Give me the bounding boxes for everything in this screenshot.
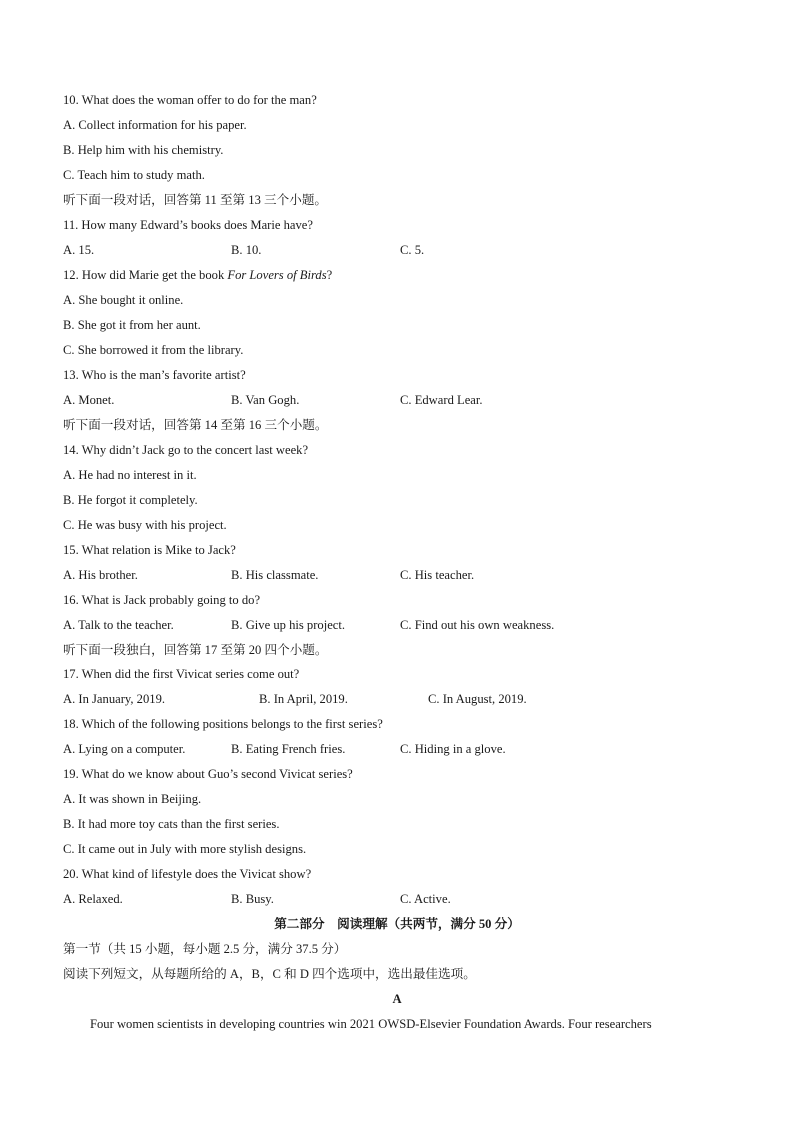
instruction-14-16: 听下面一段对话，回答第 14 至第 16 三个小题。 bbox=[63, 418, 328, 432]
q16-option-a: A. Talk to the teacher. bbox=[63, 618, 174, 632]
passage-first-line: Four women scientists in developing countries win 2021 OWSD-Elsevier Foundation Awards. Four researchers bbox=[90, 1017, 652, 1031]
section-2-heading: 第二部分 阅读理解（共两节，满分 50 分） bbox=[274, 917, 520, 931]
question-18: 18. Which of the following positions belongs to the first series? bbox=[63, 717, 383, 731]
question-14: 14. Why didn’t Jack go to the concert last week? bbox=[63, 443, 309, 457]
q20-option-c: C. Active. bbox=[400, 892, 451, 906]
q16-option-b: B. Give up his project. bbox=[231, 618, 346, 632]
q14-option-c: C. He was busy with his project. bbox=[63, 518, 227, 532]
question-11: 11. How many Edward’s books does Marie have? bbox=[63, 218, 313, 232]
question-10: 10. What does the woman offer to do for the man? bbox=[63, 93, 317, 107]
q10-option-a: A. Collect information for his paper. bbox=[63, 118, 247, 132]
q15-option-a: A. His brother. bbox=[63, 568, 138, 582]
q12-option-b: B. She got it from her aunt. bbox=[63, 318, 201, 332]
q12-option-c: C. She borrowed it from the library. bbox=[63, 343, 244, 357]
q12-book-title: For Lovers of Birds bbox=[227, 268, 327, 282]
q19-option-c: C. It came out in July with more stylish designs. bbox=[63, 842, 307, 856]
q17-option-b: B. In April, 2019. bbox=[259, 692, 348, 706]
q18-option-a: A. Lying on a computer. bbox=[63, 742, 186, 756]
question-15: 15. What relation is Mike to Jack? bbox=[63, 543, 236, 557]
q13-option-c: C. Edward Lear. bbox=[400, 393, 483, 407]
q20-option-a: A. Relaxed. bbox=[63, 892, 123, 906]
q11-option-c: C. 5. bbox=[400, 243, 425, 257]
q11-option-a: A. 15. bbox=[63, 243, 95, 257]
q11-option-b: B. 10. bbox=[231, 243, 262, 257]
question-13: 13. Who is the man’s favorite artist? bbox=[63, 368, 246, 382]
passage-label: A bbox=[392, 992, 402, 1006]
instruction-17-20: 听下面一段独白，回答第 17 至第 20 四个小题。 bbox=[63, 643, 328, 657]
question-17: 17. When did the first Vivicat series come out? bbox=[63, 667, 300, 681]
question-19: 19. What do we know about Guo’s second Vivicat series? bbox=[63, 767, 353, 781]
q16-option-c: C. Find out his own weakness. bbox=[400, 618, 555, 632]
q18-option-b: B. Eating French fries. bbox=[231, 742, 346, 756]
q10-option-c: C. Teach him to study math. bbox=[63, 168, 205, 182]
q19-option-a: A. It was shown in Beijing. bbox=[63, 792, 202, 806]
question-16: 16. What is Jack probably going to do? bbox=[63, 593, 261, 607]
q10-option-b: B. Help him with his chemistry. bbox=[63, 143, 224, 157]
q20-option-b: B. Busy. bbox=[231, 892, 274, 906]
q14-option-a: A. He had no interest in it. bbox=[63, 468, 197, 482]
q15-option-c: C. His teacher. bbox=[400, 568, 475, 582]
q12-option-a: A. She bought it online. bbox=[63, 293, 184, 307]
question-12 bbox=[63, 267, 332, 283]
question-20: 20. What kind of lifestyle does the Vivicat show? bbox=[63, 867, 312, 881]
q13-option-a: A. Monet. bbox=[63, 393, 115, 407]
q14-option-b: B. He forgot it completely. bbox=[63, 493, 198, 507]
q12-text-suffix: ? bbox=[326, 268, 333, 282]
q15-option-b: B. His classmate. bbox=[231, 568, 319, 582]
q17-option-c: C. In August, 2019. bbox=[428, 692, 527, 706]
section-2-directions: 阅读下列短文，从每题所给的 A，B，C 和 D 四个选项中，选出最佳选项。 bbox=[63, 967, 476, 981]
q18-option-c: C. Hiding in a glove. bbox=[400, 742, 506, 756]
q12-text-prefix: 12. How did Marie get the book bbox=[63, 268, 228, 282]
instruction-11-13: 听下面一段对话，回答第 11 至第 13 三个小题。 bbox=[63, 193, 328, 207]
q13-option-b: B. Van Gogh. bbox=[231, 393, 300, 407]
q17-option-a: A. In January, 2019. bbox=[63, 692, 166, 706]
section-2-subsection: 第一节（共 15 小题，每小题 2.5 分，满分 37.5 分） bbox=[63, 942, 347, 956]
q19-option-b: B. It had more toy cats than the first series. bbox=[63, 817, 280, 831]
